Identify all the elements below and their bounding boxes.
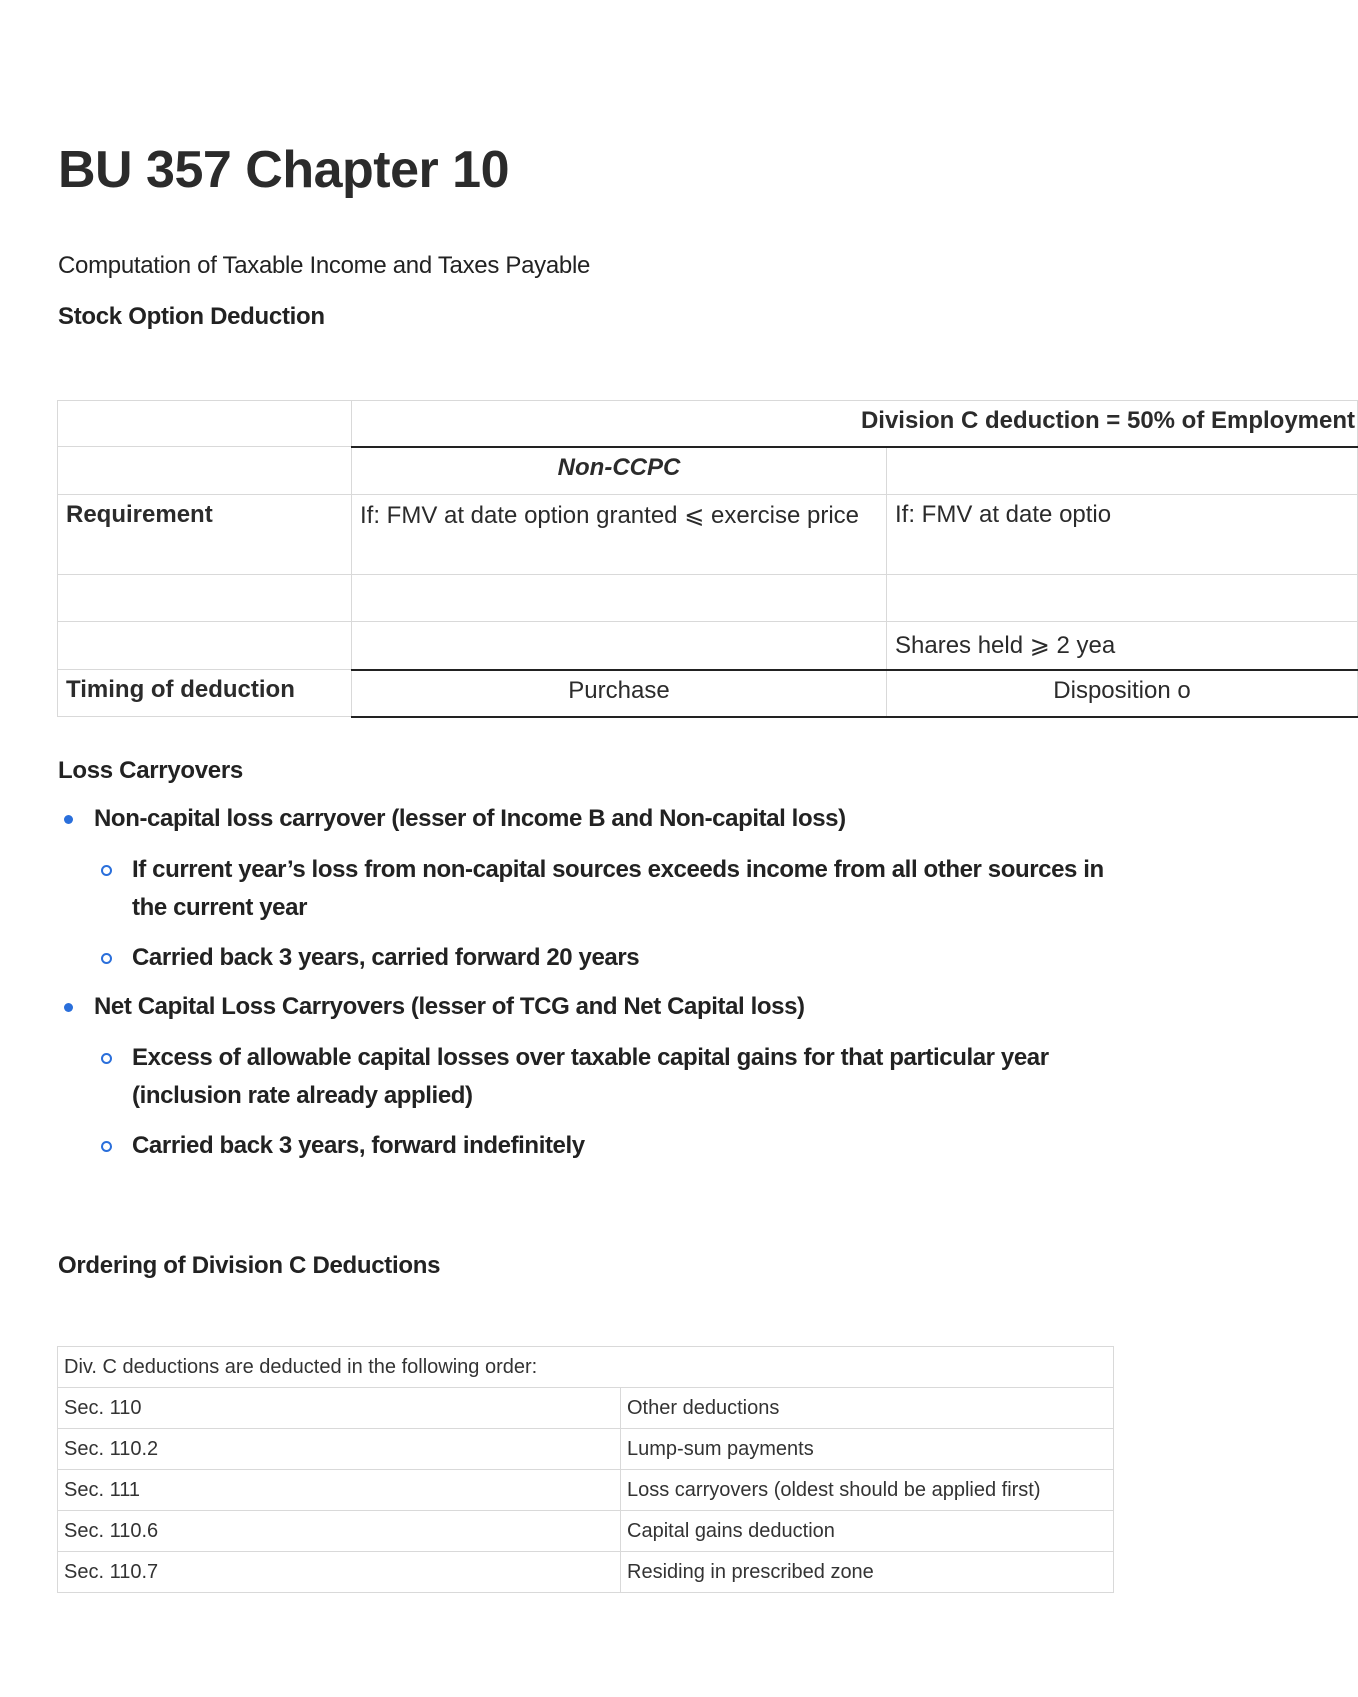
table-row	[58, 1388, 1114, 1429]
table-row	[58, 1470, 1114, 1511]
page-title: BU 357 Chapter 10	[58, 141, 510, 199]
requirement-noncc: If: FMV at date option granted ⩽ exercise price	[352, 495, 887, 575]
table-row	[58, 447, 1358, 495]
table-row	[58, 1552, 1114, 1593]
requirement-label: Requirement	[58, 495, 352, 575]
list-item: Carried back 3 years, forward indefinitely	[58, 1127, 1128, 1165]
shares-held-cell: Shares held ⩾ 2 yea	[887, 622, 1358, 670]
table-row	[58, 401, 1358, 447]
description-cell: Loss carryovers (oldest should be applied first)	[621, 1470, 1114, 1511]
table-row	[58, 1511, 1114, 1552]
table-row	[58, 575, 1358, 622]
description-cell: Lump-sum payments	[621, 1429, 1114, 1470]
ordering-heading: Ordering of Division C Deductions	[58, 1252, 441, 1279]
ordering-intro: Div. C deductions are deducted in the following order:	[58, 1347, 1114, 1388]
stock-option-heading: Stock Option Deduction	[58, 303, 325, 330]
description-cell: Other deductions	[621, 1388, 1114, 1429]
list-item: Net Capital Loss Carryovers (lesser of TCG and Net Capital loss)	[58, 989, 1128, 1025]
description-cell: Residing in prescribed zone	[621, 1552, 1114, 1593]
table-row	[58, 670, 1358, 717]
requirement-ccpc: If: FMV at date optio	[887, 495, 1358, 575]
section-cell: Sec. 110.7	[58, 1552, 621, 1593]
timing-noncc: Purchase	[352, 670, 887, 717]
non-ccpc-header: Non-CCPC	[352, 447, 887, 495]
timing-ccpc: Disposition o	[887, 670, 1358, 717]
table-row	[58, 1347, 1114, 1388]
stock-option-table-container	[57, 400, 1356, 720]
timing-label: Timing of deduction	[58, 670, 352, 717]
list-item: Excess of allowable capital losses over taxable capital gains for that particular year (inclusion rate already applied)	[58, 1039, 1128, 1115]
table-row	[58, 622, 1358, 670]
loss-carryovers-heading: Loss Carryovers	[58, 757, 243, 784]
list-item: If current year’s loss from non-capital sources exceeds income from all other sources in the current year	[58, 851, 1128, 927]
description-cell: Capital gains deduction	[621, 1511, 1114, 1552]
stock-option-table	[57, 400, 1358, 718]
table-row	[58, 1429, 1114, 1470]
section-cell: Sec. 110	[58, 1388, 621, 1429]
section-cell: Sec. 110.2	[58, 1429, 621, 1470]
loss-carryovers-list	[58, 801, 1128, 1177]
ordering-table	[57, 1346, 1114, 1593]
section-cell: Sec. 110.6	[58, 1511, 621, 1552]
list-item: Carried back 3 years, carried forward 20 years	[58, 939, 1128, 977]
section-cell: Sec. 111	[58, 1470, 621, 1511]
table-row	[58, 495, 1358, 575]
page-subtitle: Computation of Taxable Income and Taxes Payable	[58, 252, 591, 279]
division-c-header: Division C deduction = 50% of Employment	[352, 401, 1358, 447]
list-item: Non-capital loss carryover (lesser of Income B and Non-capital loss)	[58, 801, 1128, 837]
